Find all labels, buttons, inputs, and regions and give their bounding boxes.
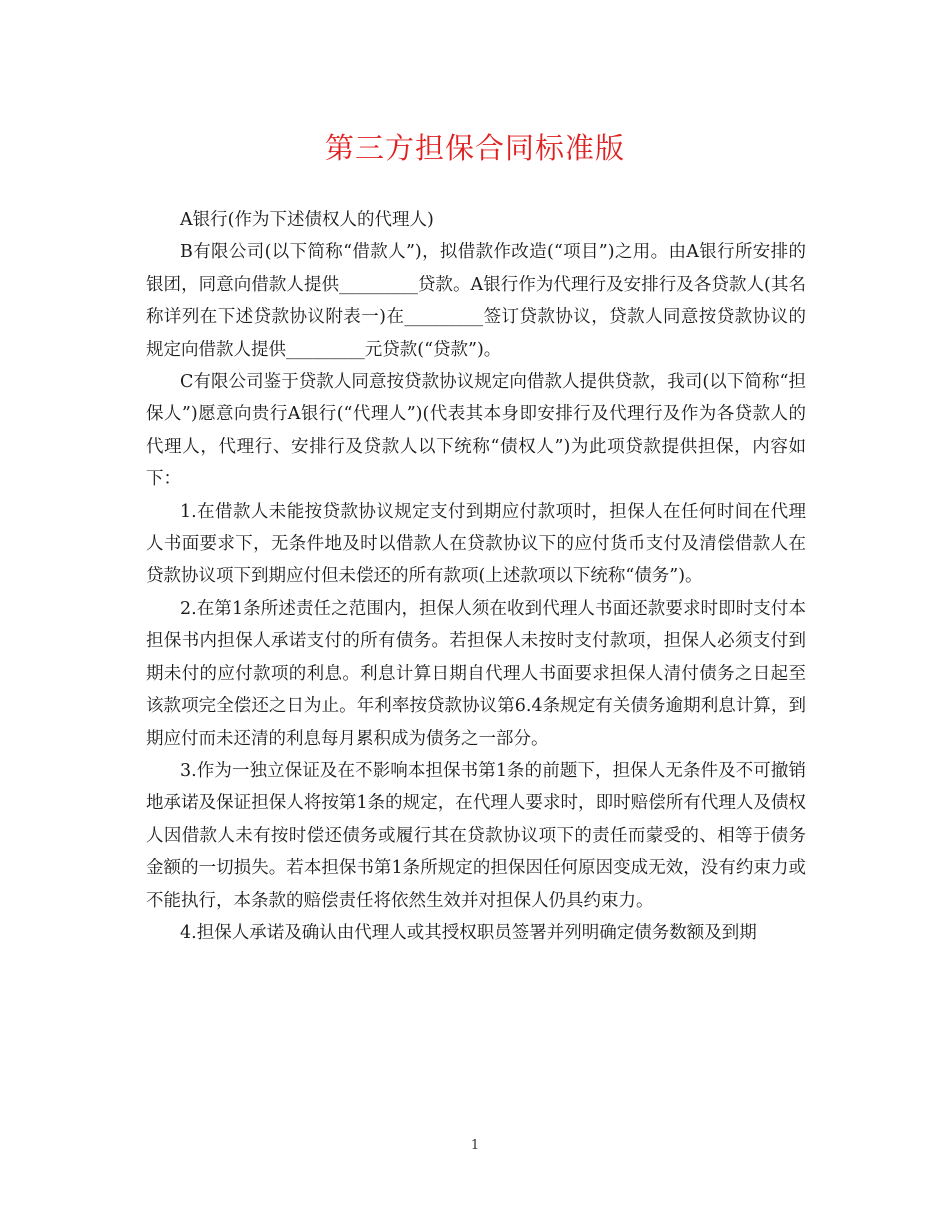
paragraph-guarantor: C有限公司鉴于贷款人同意按贷款协议规定向借款人提供贷款，我司(以下简称“担保人”)愿意向贵行A银行(“代理人”)(代表其本身即安排行及代理行及作为各贷款人的代理人，代理行、安排行及贷款人以下统称“债权人”)为此项贷款提供担保，内容如下：: [146, 372, 806, 490]
page-number: 1: [470, 1138, 480, 1153]
clause-3: 3.作为一独立保证及在不影响本担保书第1条的前题下，担保人无条件及不可撤销地承诺及保证担保人将按第1条的规定，在代理人要求时，即时赔偿所有代理人及债权人因借款人未有按时偿还债务或履行其在贷款协议项下的责任而蒙受的、相等于债务金额的一切损失。若本担保书第1条所规定的担保因任何原因变成无效，没有约束力或不能执行，本条款的赔偿责任将依然生效并对担保人仍具约束力。: [146, 760, 806, 911]
clause-4: 4.担保人承诺及确认由代理人或其授权职员签署并列明确定债务数额及到期: [180, 922, 757, 943]
paragraph-borrower: B有限公司(以下简称“借款人”)，拟借款作改造(“项目”)之用。由A银行所安排的银团，同意向借款人提供_________贷款。A银行作为代理行及安排行及各贷款人(其名称详列在下述贷款协议附表一)在_________签订贷款协议，贷款人同意按贷款协议的规定向借款人提供_________元贷款(“贷款”)。: [146, 242, 806, 360]
clause-1: 1.在借款人未能按贷款协议规定支付到期应付款项时，担保人在任何时间在代理人书面要求下，无条件地及时以借款人在贷款协议下的应付货币支付及清偿借款人在贷款协议项下到期应付但未偿还的所有款项(上述款项以下统称“债务”)。: [146, 501, 806, 587]
clause-2: 2.在第1条所述责任之范围内，担保人须在收到代理人书面还款要求时即时支付本担保书内担保人承诺支付的所有债务。若担保人未按时支付款项，担保人必须支付到期未付的应付款项的利息。利息计算日期自代理人书面要求担保人清付债务之日起至该款项完全偿还之日为止。年利率按贷款协议第6.4条规定有关债务逾期利息计算，到期应付而未还清的利息每月累积成为债务之一部分。: [146, 598, 806, 749]
document-title: 第三方担保合同标准版: [324, 131, 625, 165]
document-body: [146, 204, 806, 949]
paragraph-addressee: A银行(作为下述债权人的代理人): [180, 210, 434, 230]
